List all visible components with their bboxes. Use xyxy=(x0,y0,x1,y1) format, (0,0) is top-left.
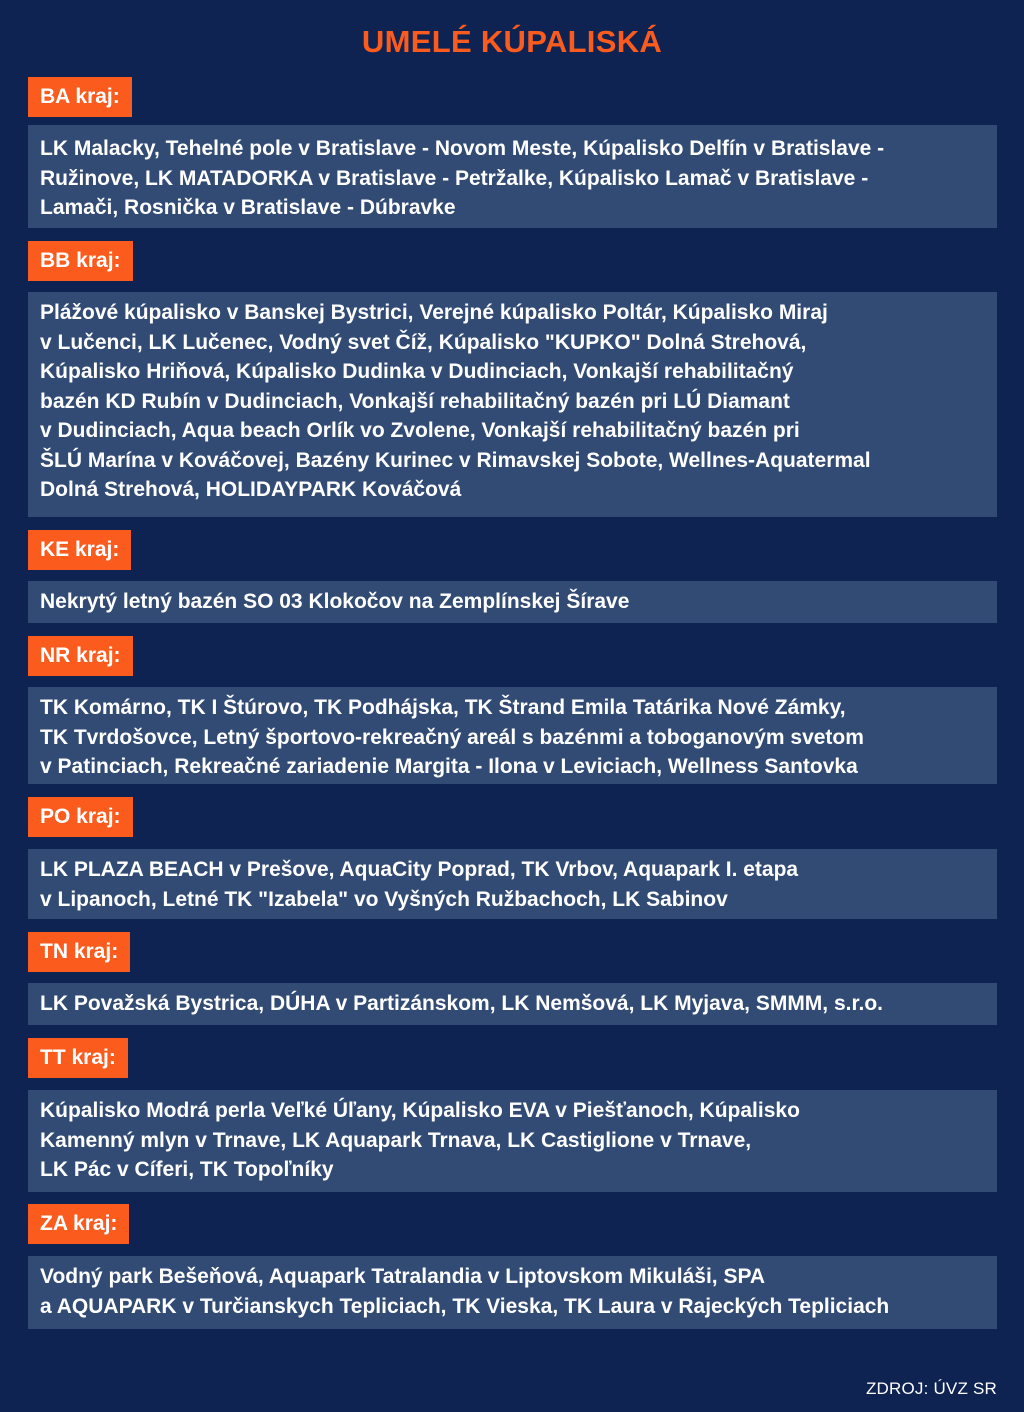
list-line: Kúpalisko Modrá perla Veľké Úľany, Kúpalisko EVA v Piešťanoch, Kúpalisko xyxy=(40,1099,800,1122)
list-line: Kúpalisko Hriňová, Kúpalisko Dudinka v Dudinciach, Vonkajší rehabilitačný xyxy=(40,360,794,383)
region-list-po xyxy=(28,849,997,919)
region-list-nr xyxy=(28,687,997,784)
region-list-bb xyxy=(28,292,997,517)
list-line: Kamenný mlyn v Trnave, LK Aquapark Trnava, LK Castiglione v Trnave, xyxy=(40,1128,752,1152)
list-line: LK Považská Bystrica, DÚHA v Partizánskom, LK Nemšová, LK Myjava, SMMM, s.r.o. xyxy=(40,992,883,1015)
list-line: TK Komárno, TK I Štúrovo, TK Podhájska, TK Štrand Emila Tatárika Nové Zámky, xyxy=(40,696,846,719)
list-line: TK Tvrdošovce, Letný športovo-rekreačný areál s bazénmi a toboganovým svetom xyxy=(40,725,864,749)
list-line: bazén KD Rubín v Dudinciach, Vonkajší rehabilitačný bazén pri LÚ Diamant xyxy=(40,389,790,413)
region-label-ke: KE kraj: xyxy=(28,530,131,570)
list-line: Plážové kúpalisko v Banskej Bystrici, Verejné kúpalisko Poltár, Kúpalisko Miraj xyxy=(40,301,828,324)
list-line: ŠLÚ Marína v Kováčovej, Bazény Kurinec v Rimavskej Sobote, Wellnes-Aquatermal xyxy=(40,448,871,472)
region-label-tn: TN kraj: xyxy=(28,932,130,972)
list-line: Ružinove, LK MATADORKA v Bratislave - Petržalke, Kúpalisko Lamač v Bratislave - xyxy=(40,166,869,190)
list-line: LK Pác v Cíferi, TK Topoľníky xyxy=(40,1158,334,1181)
region-label-po: PO kraj: xyxy=(28,797,133,837)
list-line: LK Malacky, Tehelné pole v Bratislave - Novom Meste, Kúpalisko Delfín v Bratislave - xyxy=(40,137,885,160)
list-line: v Dudinciach, Aqua beach Orlík vo Zvolene, Vonkajší rehabilitačný bazén pri xyxy=(40,419,800,442)
list-line: Vodný park Bešeňová, Aquapark Tatralandia v Liptovskom Mikuláši, SPA xyxy=(40,1265,766,1288)
list-line: Nekrytý letný bazén SO 03 Klokočov na Zemplínskej Šírave xyxy=(40,590,630,613)
list-line: Dolná Strehová, HOLIDAYPARK Kováčová xyxy=(40,478,462,501)
region-label-ba: BA kraj: xyxy=(28,77,132,117)
list-line: a AQUAPARK v Turčianskych Tepliciach, TK Vieska, TK Laura v Rajeckých Tepliciach xyxy=(40,1294,890,1318)
list-line: Lamači, Rosnička v Bratislave - Dúbravke xyxy=(40,196,456,219)
list-line: v Lučenci, LK Lučenec, Vodný svet Číž, Kúpalisko "KUPKO" Dolná Strehová, xyxy=(40,330,807,354)
source-credit: ZDROJ: ÚVZ SR xyxy=(865,1379,997,1398)
list-line: v Patinciach, Rekreačné zariadenie Margita - Ilona v Leviciach, Wellness Santovka xyxy=(40,755,858,778)
region-label-nr: NR kraj: xyxy=(28,636,133,676)
region-list-tn xyxy=(28,983,997,1025)
region-list-tt xyxy=(28,1090,997,1192)
region-label-za: ZA kraj: xyxy=(28,1204,129,1244)
region-list-ba xyxy=(28,125,997,228)
page-title: UMELÉ KÚPALISKÁ xyxy=(361,24,663,59)
region-label-tt: TT kraj: xyxy=(28,1038,128,1078)
region-label-bb: BB kraj: xyxy=(28,241,133,281)
region-list-ke xyxy=(28,581,997,623)
region-list-za xyxy=(28,1256,997,1329)
list-line: v Lipanoch, Letné TK "Izabela" vo Vyšných Ružbachoch, LK Sabinov xyxy=(40,887,728,911)
list-line: LK PLAZA BEACH v Prešove, AquaCity Poprad, TK Vrbov, Aquapark I. etapa xyxy=(40,858,799,881)
